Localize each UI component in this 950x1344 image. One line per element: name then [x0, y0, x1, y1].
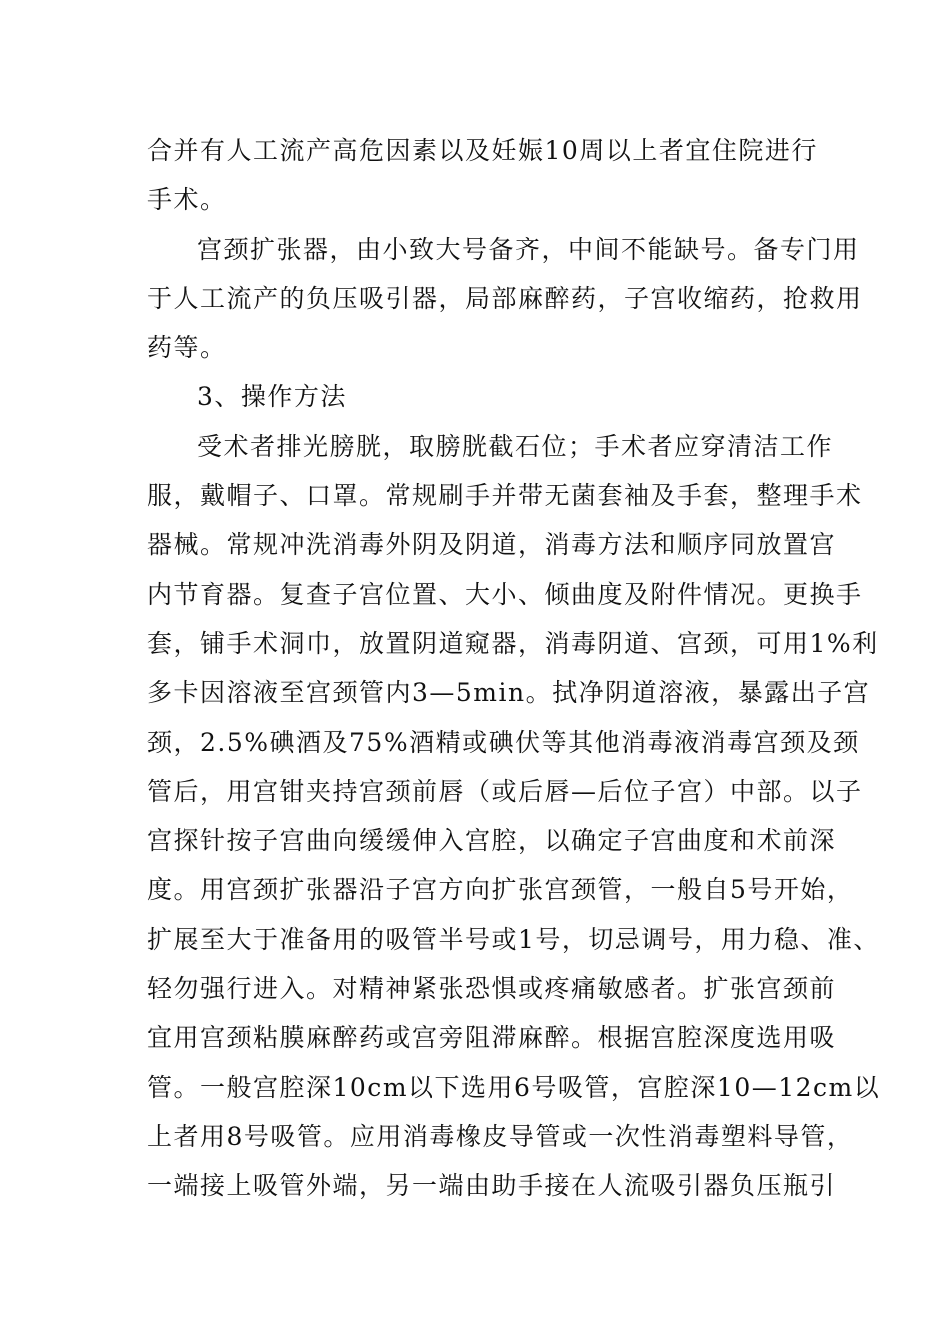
- text-line: 药等。: [147, 333, 227, 363]
- text-line: 于人工流产的负压吸引器，局部麻醉药，子宫收缩药，抢救用: [147, 283, 863, 313]
- text-line: 套，铺手术洞巾，放置阴道窥器，消毒阴道、宫颈，可用1%利: [147, 628, 879, 658]
- text-line: 管后，用宫钳夹持宫颈前唇（或后唇—后位子宫）中部。以子: [147, 776, 863, 806]
- text-line: 多卡因溶液至宫颈管内3—5min。拭净阴道溶液，暴露出子宫: [147, 678, 871, 708]
- text-line: 轻勿强行进入。对精神紧张恐惧或疼痛敏感者。扩张宫颈前: [147, 974, 837, 1004]
- section-heading: 3、操作方法: [197, 382, 347, 412]
- text-line: 合并有人工流产高危因素以及妊娠10周以上者宜住院进行: [147, 136, 818, 165]
- text-line: 服，戴帽子、口罩。常规刷手并带无菌套袖及手套，整理手术: [147, 481, 863, 511]
- text-line: 受术者排光膀胱，取膀胱截石位；手术者应穿清洁工作: [197, 431, 834, 461]
- text-line: 器械。常规冲洗消毒外阴及阴道，消毒方法和顺序同放置宫: [147, 530, 837, 560]
- text-line: 一端接上吸管外端，另一端由助手接在人流吸引器负压瓶引: [147, 1171, 837, 1201]
- text-line: 宫颈扩张器，由小致大号备齐，中间不能缺号。备专门用: [197, 234, 860, 264]
- text-line: 手术。: [147, 185, 227, 215]
- body-text: [147, 126, 881, 1211]
- text-line: 宫探针按子宫曲向缓缓伸入宫腔，以确定子宫曲度和术前深: [147, 826, 837, 856]
- text-line: 度。用宫颈扩张器沿子宫方向扩张宫颈管，一般自5号开始，: [147, 875, 854, 905]
- text-line: 上者用8号吸管。应用消毒橡皮导管或一次性消毒塑料导管，: [147, 1121, 854, 1151]
- text-line: 扩展至大于准备用的吸管半号或1号，切忌调号，用力稳、准、: [147, 924, 880, 954]
- text-line: 颈，2.5%碘酒及75%酒精或碘伏等其他消毒液消毒宫颈及颈: [147, 727, 860, 757]
- text-line: 管。一般宫腔深10cm以下选用6号吸管，宫腔深10—12cm以: [147, 1072, 881, 1102]
- text-line: 宜用宫颈粘膜麻醉药或宫旁阻滞麻醉。根据宫腔深度选用吸: [147, 1023, 837, 1053]
- text-line: 内节育器。复查子宫位置、大小、倾曲度及附件情况。更换手: [147, 579, 863, 609]
